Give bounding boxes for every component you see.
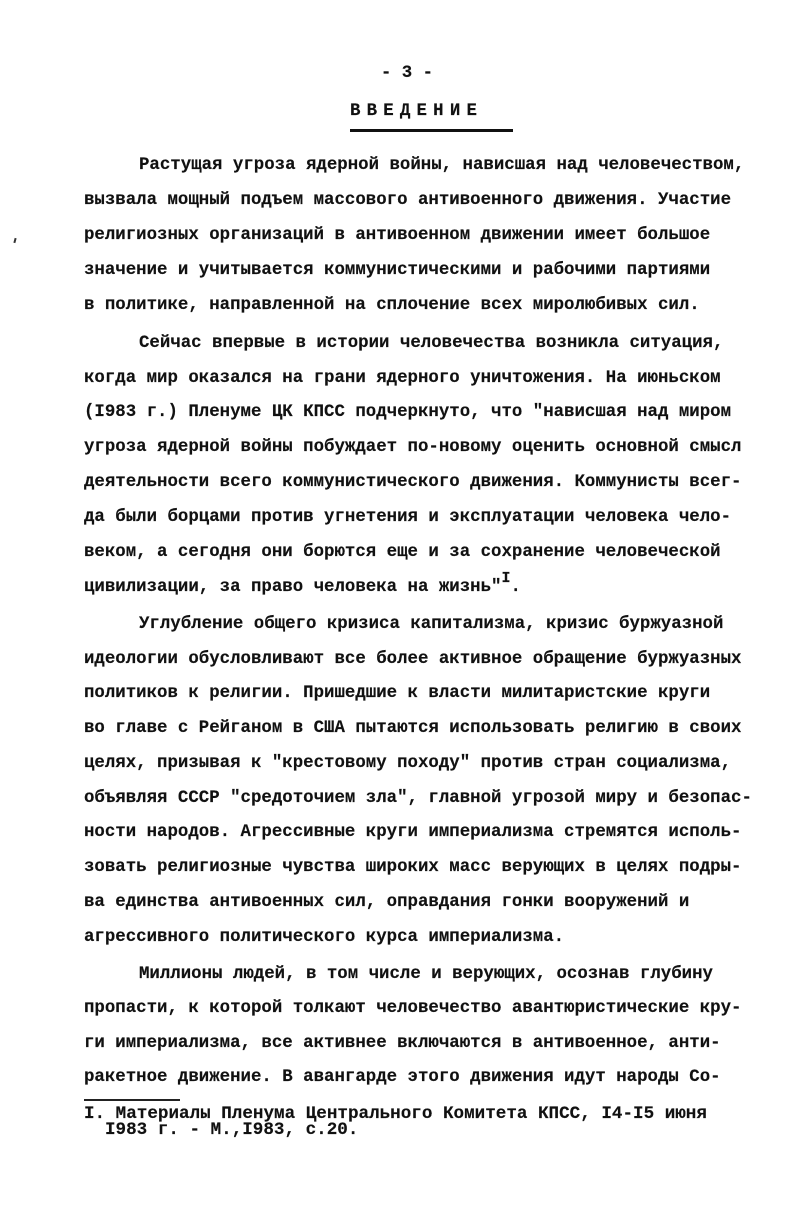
text-line: да были борцами против угнетения и эксплуатации человека чело-: [84, 508, 732, 527]
footnote-line: I983 г. - М.,I983, с.20.: [105, 1120, 359, 1140]
text-line: когда мир оказался на грани ядерного уничтожения. На июньском: [84, 369, 721, 388]
text-line: пропасти, к которой толкают человечество авантюристические кру-: [84, 999, 742, 1018]
line-end-punctuation: .: [510, 578, 521, 597]
text-line: ва единства антивоенных сил, оправдания гонки вооружений и: [84, 893, 690, 912]
margin-mark: [13, 238, 16, 243]
text-line: веком, а сегодня они борются еще и за сохранение человеческой: [84, 543, 721, 562]
text-line: агрессивного политического курса империализма.: [84, 928, 565, 947]
text-line: политиков к религии. Пришедшие к власти милитаристские круги: [84, 684, 711, 703]
footnote-reference: I: [501, 570, 511, 587]
text-line: (I983 г.) Пленуме ЦК КПСС подчеркнуто, что "нависшая над миром: [84, 403, 732, 422]
text-line: значение и учитывается коммунистическими и рабочими партиями: [84, 261, 711, 280]
text-line: целях, призывая к "крестовому походу" против стран социализма,: [84, 754, 732, 773]
text-line: Углубление общего кризиса капитализма, кризис буржуазной: [139, 615, 724, 634]
text-line: зовать религиозные чувства широких масс верующих в целях подры-: [84, 858, 742, 877]
text-line: Сейчас впервые в истории человечества возникла ситуация,: [139, 334, 724, 353]
text-line: объявляя СССР "средоточием зла", главной угрозой миру и безопас-: [84, 789, 752, 808]
text-line: Миллионы людей, в том числе и верующих, осознав глубину: [139, 965, 713, 984]
text-line: цивилизации, за право человека на жизнь": [84, 578, 502, 597]
text-line: идеологии обусловливают все более активное обращение буржуазных: [84, 650, 742, 669]
text-line: ги империализма, все активнее включаются в антивоенное, анти-: [84, 1034, 721, 1053]
text-line: вызвала мощный подъем массового антивоенного движения. Участие: [84, 191, 732, 210]
text-line: ракетное движение. В авангарде этого движения идут народы Со-: [84, 1068, 721, 1087]
text-line: во главе с Рейганом в США пытаются использовать религию в своих: [84, 719, 742, 738]
text-line: угроза ядерной войны побуждает по-новому оценить основной смысл: [84, 438, 742, 457]
footnote-separator: [84, 1099, 180, 1101]
section-heading: ВВЕДЕНИЕ: [350, 102, 484, 121]
text-line: деятельности всего коммунистического движения. Коммунисты всег-: [84, 473, 742, 492]
text-line-with-footnote: [84, 570, 521, 598]
text-line: Растущая угроза ядерной войны, нависшая над человечеством,: [139, 156, 745, 175]
text-line: в политике, направленной на сплочение всех миролюбивых сил.: [84, 296, 700, 315]
text-line: ности народов. Агрессивные круги империализма стремятся исполь-: [84, 823, 742, 842]
text-line: религиозных организаций в антивоенном движении имеет большое: [84, 226, 711, 245]
footnote-line: I. Материалы Пленума Центрального Комитета КПСС, I4-I5 июня: [84, 1104, 707, 1124]
heading-underline: [350, 129, 513, 132]
page-number: - 3 -: [380, 64, 434, 83]
